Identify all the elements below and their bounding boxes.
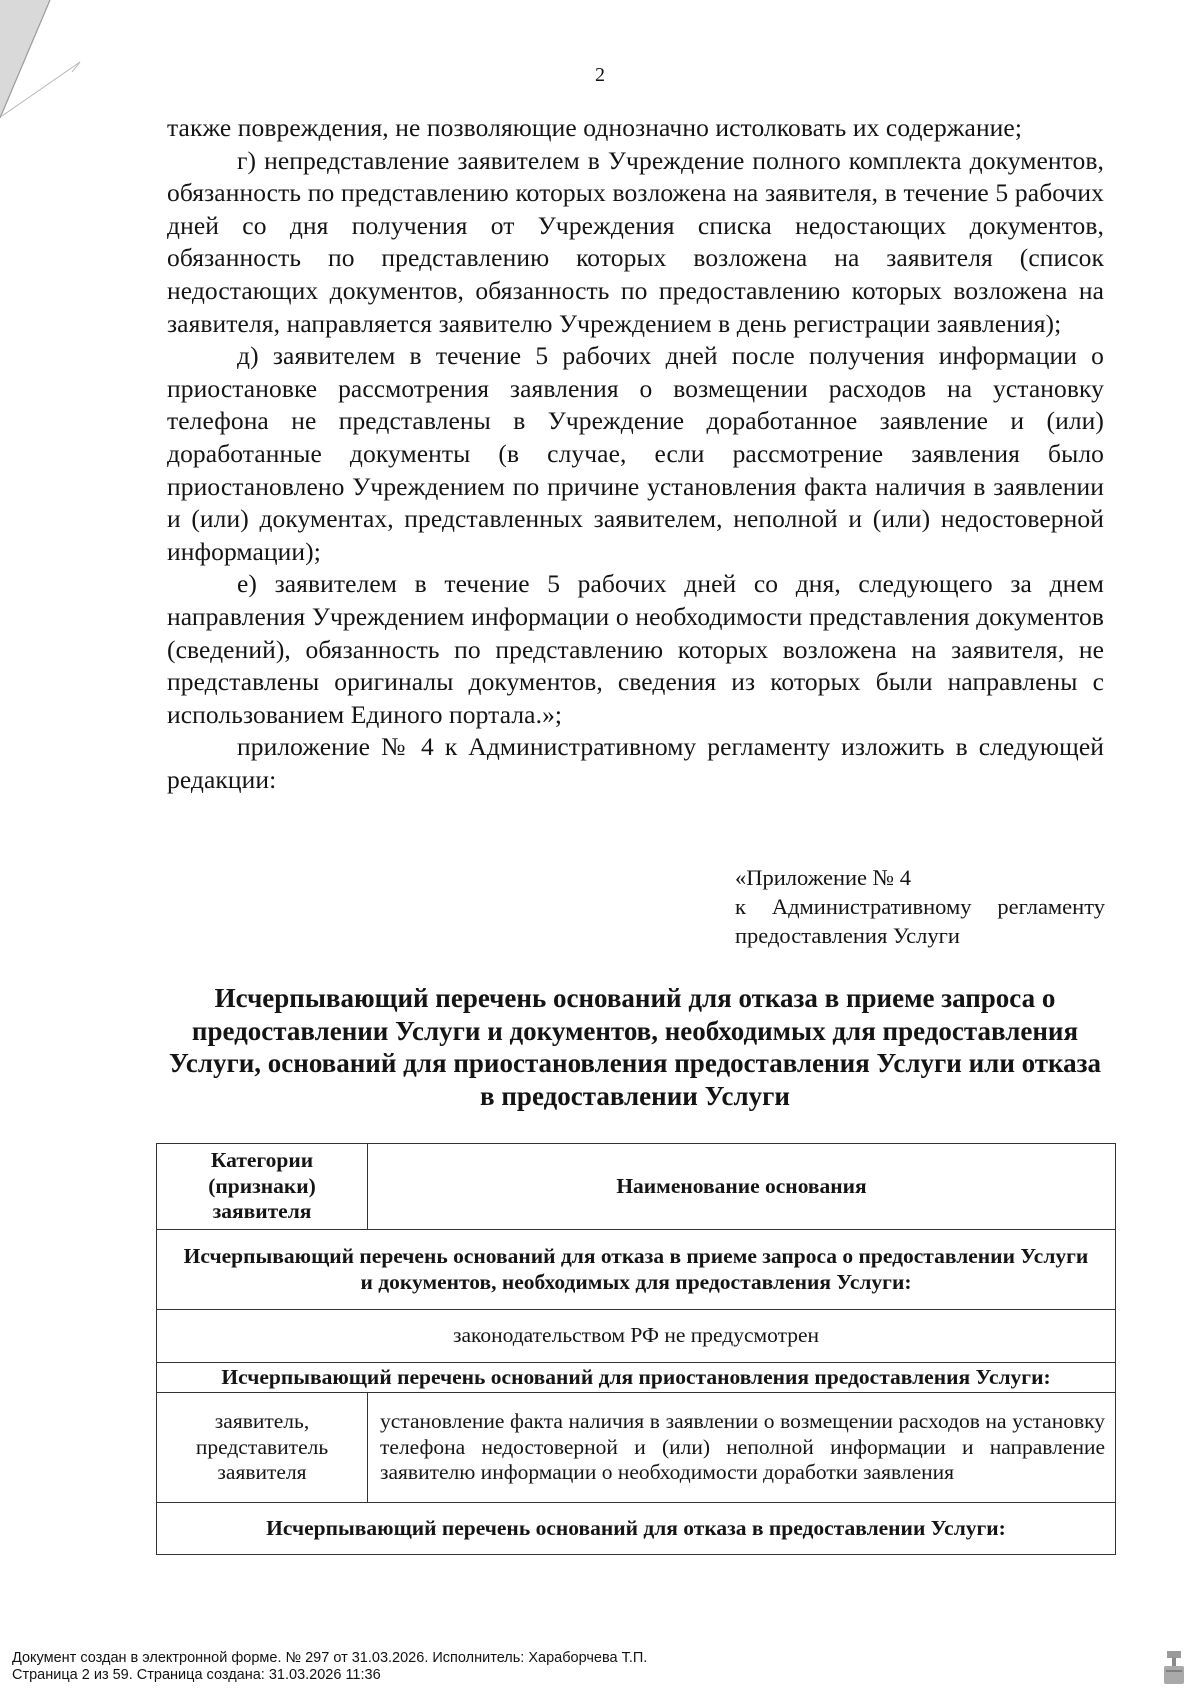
grounds-table: [156, 1143, 1116, 1555]
header-category: Категории (признаки) заявителя: [157, 1144, 368, 1230]
document-footer: [12, 1650, 647, 1683]
table-row: [157, 1310, 1116, 1363]
footer-line: Страница 2 из 59. Страница создана: 31.03.2026 11:36: [12, 1666, 381, 1683]
paragraph: также повреждения, не позволяющие однозначно истолковать их содержание;: [167, 113, 1023, 142]
table-section-row: [157, 1363, 1116, 1393]
document-stamp-icon: [1163, 1650, 1185, 1686]
table-section-row: [157, 1230, 1116, 1310]
table-section-row: [157, 1503, 1116, 1555]
page-number: 2: [595, 64, 605, 86]
reason-cell: установление факта наличия в заявлении о возмещении расходов на установку телефона недостоверной и (или) неполной информации и направление заявителю информации о необходимости доработки заявления: [368, 1393, 1116, 1503]
section-title: Исчерпывающий перечень оснований для отказа в предоставлении Услуги:: [157, 1503, 1116, 1555]
paragraph: приложение № 4 к Административному регламенту изложить в следующей редакции:: [167, 732, 1104, 794]
category-cell: заявитель, представитель заявителя: [157, 1393, 368, 1503]
paragraph: г) непредставление заявителем в Учреждение полного комплекта документов, обязанность по представлению которых возложена на заявителя, в течение 5 рабочих дней со дня получения от Учреждения списка недостающих документов, обязанность по представлению которых возложена на заявителя (список недостающих документов, обязанность по предоставлению которых возложена на заявителя, направляется заявителю Учреждением в день регистрации заявления);: [167, 145, 1104, 338]
appendix-line: предоставления Услуги: [735, 923, 960, 948]
paragraph: д) заявителем в течение 5 рабочих дней после получения информации о приостановке рассмотрения заявления о возмещении расходов на установку телефона не представлены в Учреждение доработанное заявление и (или) доработанные документы (в случае, если рассмотрение заявления было приостановлено Учреждением по причине установления факта наличия в заявлении и (или) документах, представленных заявителем, неполной и (или) недостоверной информации);: [167, 341, 1104, 566]
section-title: Исчерпывающий перечень оснований для приостановления предоставления Услуги:: [157, 1363, 1116, 1393]
table-header-row: [157, 1144, 1116, 1230]
table-row: [157, 1393, 1116, 1503]
header-ground-name: Наименование основания: [368, 1144, 1116, 1230]
document-body: [167, 112, 1104, 796]
appendix-line: к Административному регламенту: [735, 894, 1105, 919]
section-text: законодательством РФ не предусмотрен: [157, 1310, 1116, 1363]
appendix-line: «Приложение № 4: [735, 865, 911, 890]
paragraph: е) заявителем в течение 5 рабочих дней со дня, следующего за днем направления Учреждением информации о необходимости представления документов (сведений), обязанность по представлению которых возложена на заявителя, не представлены оригиналы документов, сведения из которых были направлены с использованием Единого портала.»;: [167, 569, 1104, 729]
section-title: Исчерпывающий перечень оснований для отказа в приеме запроса о предоставлении Услуги и документов, необходимых для предоставления Услуги:: [157, 1230, 1116, 1310]
footer-line: Документ создан в электронной форме. № 297 от 31.03.2026. Исполнитель: Хараборчева Т.П.: [12, 1650, 648, 1666]
document-title: Исчерпывающий перечень оснований для отказа в приеме запроса о предоставлении Услуги и документов, необходимых для предоставления Услуги, оснований для приостановления предоставления Услуги или отказа в предоставлении Услуги: [168, 983, 1102, 1111]
appendix-reference: [735, 863, 1105, 950]
